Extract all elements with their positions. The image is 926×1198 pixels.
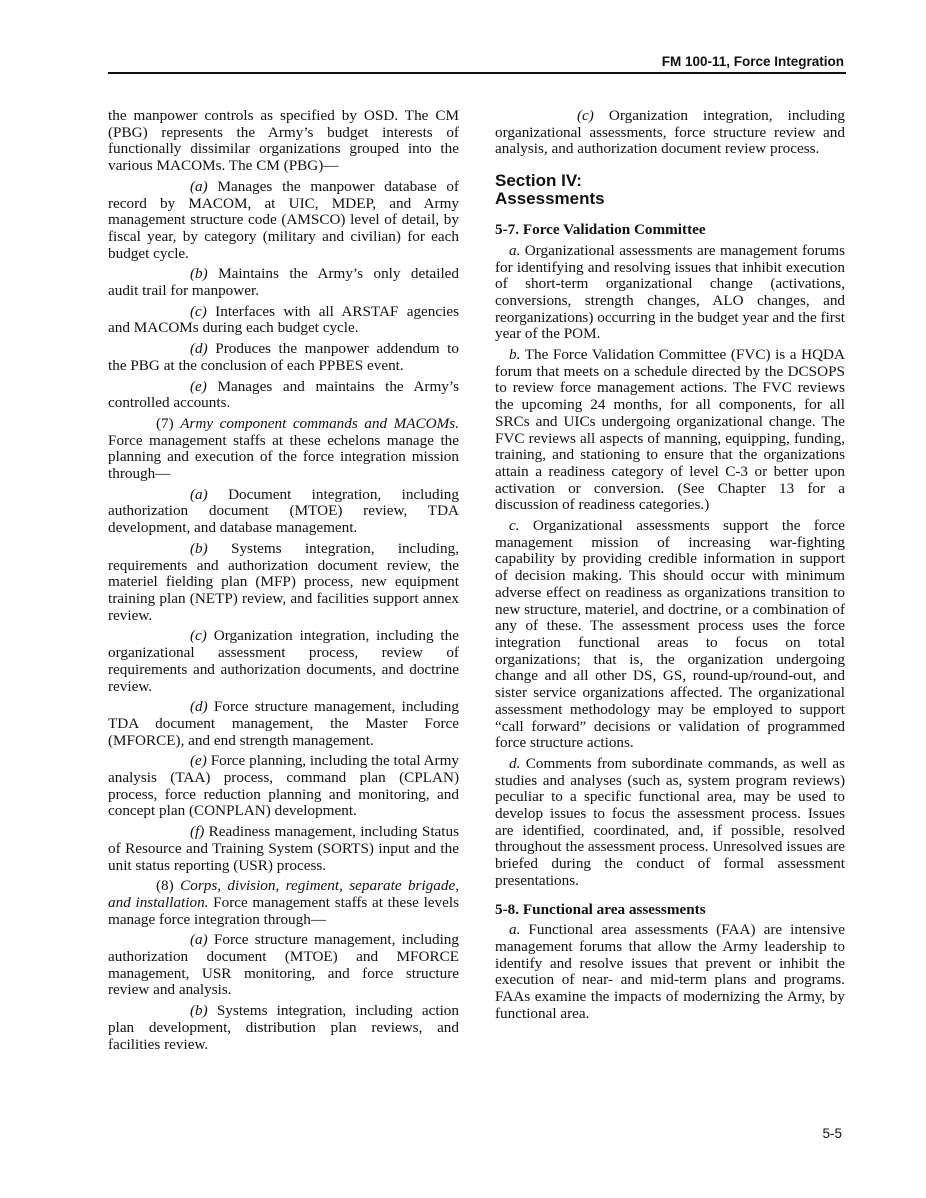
paragraph: (8) Corps, division, regiment, separate brigade, and installation. Force management staffs at these levels manage force integration through— [108,877,459,928]
paragraph: d. Comments from subordinate commands, as well as studies and analyses (such as, system program reviews) peculiar to a specific functional area, may be used to develop issues to focus the assessment process. Issues are identified, coordinated, and, if possible, resolved throughout the assessment process. Unresolved issues are briefed during the conduct of formal assessment presentations. [495,754,845,889]
paragraph: (f) Readiness management, including Status of Resource and Training System (SORTS) input and the unit status reporting (USR) process. [108,823,459,874]
header-rule [108,72,846,74]
running-header: FM 100-11, Force Integration [661,54,844,69]
paragraph: (c) Organization integration, including organizational assessments, force structure review and analysis, and authorization document review process. [495,107,845,158]
section-title: Section IV: Assessments [495,171,605,209]
paragraph: (d) Force structure management, including TDA document management, the Master Force (MFORCE), and end strength management. [108,698,459,749]
paragraph: a. Functional area assessments (FAA) are intensive management forums that allow the Army leadership to identify and resolve issues that prevent or inhibit the execution of near- and mid-term plans and programs. FAAs examine the impacts of modernizing the Army, by functional area. [495,921,845,1022]
paragraph: (a) Manages the manpower database of record by MACOM, at UIC, MDEP, and Army management structure code (AMSCO) level of detail, by fiscal year, by category (military and civilian) for each budget cycle. [108,177,459,262]
paragraph: (a) Document integration, including authorization document (MTOE) review, TDA development, and database management. [108,485,459,537]
paragraph: b. The Force Validation Committee (FVC) is a HQDA forum that meets on a schedule directed by the DCSOPS to review force management actions. The FVC reviews the upcoming 24 months, for all components, for all SRCs and UICs undergoing organizational change. The FVC reviews all aspects of manning, equipping, funding, training, and stationing to ensure that the organizations attain a readiness category of level C-3 or better upon activation or conversion. (See Chapter 13 for a discussion of readiness categories.) [495,346,845,514]
subsection-heading: 5-8. Functional area assessments [495,900,706,918]
paragraph: (b) Systems integration, including, requirements and authorization document review, the materiel fielding plan (MFP) process, new equipment training plan (NETP) review, and facilities support annex review. [108,539,459,624]
paragraph: (a) Force structure management, including authorization document (MTOE) and MFORCE management, USR monitoring, and force structure review and analysis. [108,931,459,999]
page-number: 5-5 [822,1126,842,1141]
paragraph: (b) Maintains the Army’s only detailed audit trail for manpower. [108,265,459,300]
right-column [495,108,845,1026]
paragraph: (e) Manages and maintains the Army’s controlled accounts. [108,377,459,412]
paragraph: the manpower controls as specified by OSD. The CM (PBG) represents the Army’s budget interests of functionally dissimilar organizations grouped into the various MACOMs. The CM (PBG)— [108,107,459,175]
left-column [108,108,459,1057]
paragraph: (e) Force planning, including the total Army analysis (TAA) process, command plan (CPLAN) process, force reduction planning and monitoring, and concept plan (CONPLAN) development. [108,752,459,820]
paragraph: (d) Produces the manpower addendum to the PBG at the conclusion of each PPBES event. [108,340,459,374]
subsection-heading: 5-7. Force Validation Committee [495,221,706,239]
paragraph: c. Organizational assessments support the force management mission of increasing war-fighting capability by providing credible information in support of decision making. This should occur with minimum adverse effect on readiness as organizations transition to new structure, materiel, and doctrine, or a combination of any of these. The assessment process uses the force integration functional areas to focus on total organizations; that is, the organization undergoing change and all other DS, GS, round-up/round-out, and sister service organizations affected. The organizational assessment methodology may be employed to support “call forward” decisions or validation of programmed force structure actions. [495,517,845,752]
paragraph: (b) Systems integration, including action plan development, distribution plan reviews, and facilities review. [108,1002,459,1053]
paragraph: (c) Organization integration, including the organizational assessment process, review of requirements and authorization documents, and doctrine review. [108,627,459,695]
paragraph: a. Organizational assessments are management forums for identifying and resolving issues that inhibit execution of short-term organizational change (activations, conversions, strength changes, ALO changes, and reorganizations) occurring in the budget year and the first year of the POM. [495,241,845,343]
paragraph: (c) Interfaces with all ARSTAF agencies and MACOMs during each budget cycle. [108,302,459,337]
paragraph: (7) Army component commands and MACOMs. Force management staffs at these echelons manage the planning and execution of the force integration mission through— [108,414,459,483]
